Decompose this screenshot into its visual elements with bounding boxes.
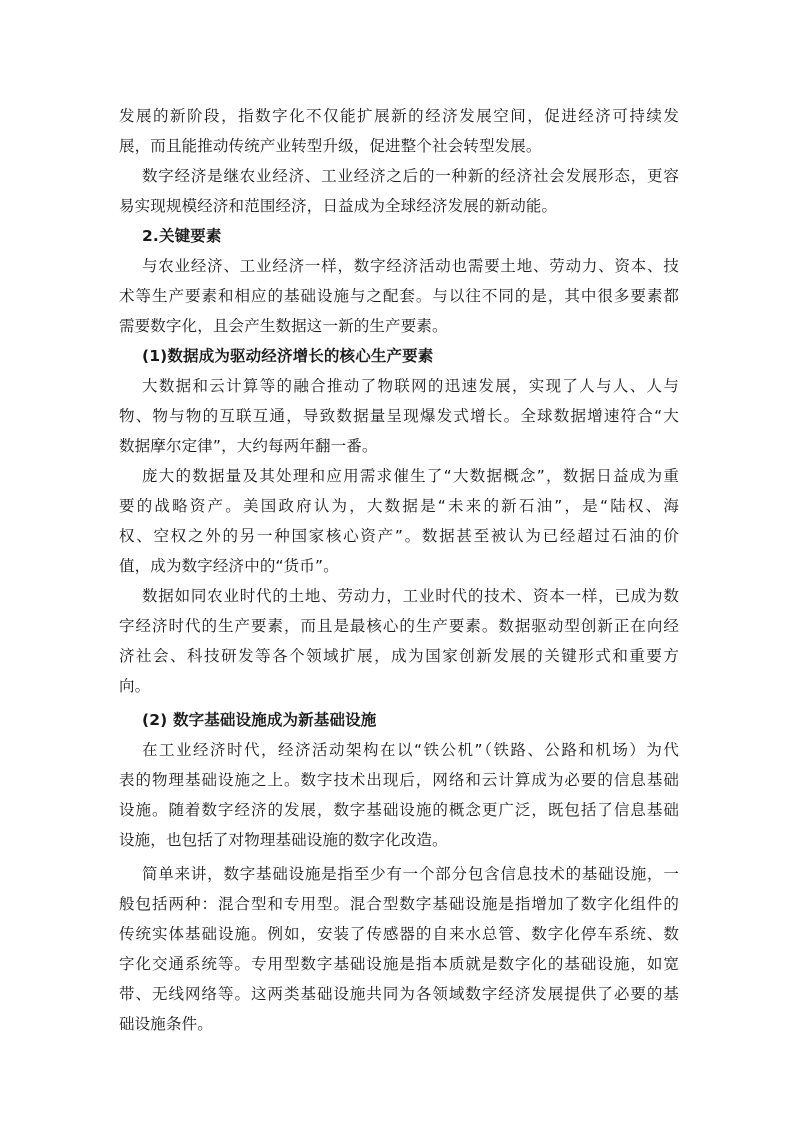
paragraph-line: 设施，也包括了对物理基础设施的数字化改造。 — [119, 831, 448, 849]
subsection-heading: (1)数据成为驱动经济增长的核心生产要素 — [142, 347, 434, 365]
paragraph-line: 值，成为数字经济中的“货币”。 — [119, 557, 339, 575]
paragraph-line: 字化交通系统等。专用型数字基础设施是指本质就是数字化的基础设施，如宽 — [119, 955, 679, 973]
paragraph-line: 简单来讲，数字基础设施是指至少有一个部分包含信息技术的基础设施，一 — [142, 865, 679, 883]
paragraph-line: 大数据和云计算等的融合推动了物联网的迅速发展，实现了人与人、人与 — [142, 377, 679, 395]
paragraph-line: 与农业经济、工业经济一样，数字经济活动也需要土地、劳动力、资本、技 — [142, 257, 679, 275]
subsection-heading: (2) 数字基础设施成为新基础设施 — [142, 711, 377, 729]
paragraph-line: 传统实体基础设施。例如，安装了传感器的自来水总管、数字化停车系统、数 — [119, 925, 679, 943]
paragraph-line: 展，而且能推动传统产业转型升级，促进整个社会转型发展。 — [119, 137, 542, 155]
paragraph-line: 表的物理基础设施之上。数字技术出现后，网络和云计算成为必要的信息基础 — [119, 771, 679, 789]
section-heading: 2.关键要素 — [142, 227, 222, 245]
paragraph-line: 庞大的数据量及其处理和应用需求催生了“大数据概念”，数据日益成为重 — [142, 467, 679, 485]
paragraph-line: 础设施条件。 — [119, 1015, 213, 1033]
paragraph-line: 设施。随着数字经济的发展，数字基础设施的概念更广泛，既包括了信息基础 — [119, 801, 679, 819]
paragraph-line: 带、无线网络等。这两类基础设施共同为各领域数字经济发展提供了必要的基 — [119, 985, 679, 1003]
paragraph-line: 数据如同农业时代的土地、劳动力，工业时代的技术、资本一样，已成为数 — [142, 587, 679, 605]
paragraph-line: 发展的新阶段，指数字化不仅能扩展新的经济发展空间，促进经济可持续发 — [119, 107, 679, 125]
document-page — [119, 101, 679, 1039]
paragraph-line: 数据摩尔定律”，大约每两年翻一番。 — [119, 437, 378, 455]
paragraph-line: 术等生产要素和相应的基础设施与之配套。与以往不同的是，其中很多要素都 — [119, 287, 679, 305]
paragraph-line: 字经济时代的生产要素，而且是最核心的生产要素。数据驱动型创新正在向经 — [119, 617, 679, 635]
paragraph-line: 物、物与物的互联互通，导致数据量呈现爆发式增长。全球数据增速符合“大 — [119, 407, 679, 425]
paragraph-line: 权、空权之外的另一种国家核心资产”。数据甚至被认为已经超过石油的价 — [119, 527, 679, 545]
paragraph-line: 需要数字化，且会产生数据这一新的生产要素。 — [119, 317, 448, 335]
paragraph-line: 向。 — [119, 677, 151, 695]
paragraph-line: 易实现规模经济和范围经济，日益成为全球经济发展的新动能。 — [119, 197, 558, 215]
paragraph-line: 济社会、科技研发等各个领域扩展，成为国家创新发展的关键形式和重要方 — [119, 647, 679, 665]
paragraph-line: 数字经济是继农业经济、工业经济之后的一种新的经济社会发展形态，更容 — [142, 167, 679, 185]
paragraph-line: 要的战略资产。美国政府认为，大数据是“未来的新石油”，是“陆权、海 — [119, 497, 679, 515]
paragraph-line: 般包括两种：混合型和专用型。混合型数字基础设施是指增加了数字化组件的 — [119, 895, 679, 913]
paragraph-line: 在工业经济时代，经济活动架构在以“铁公机”（铁路、公路和机场）为代 — [142, 741, 679, 759]
